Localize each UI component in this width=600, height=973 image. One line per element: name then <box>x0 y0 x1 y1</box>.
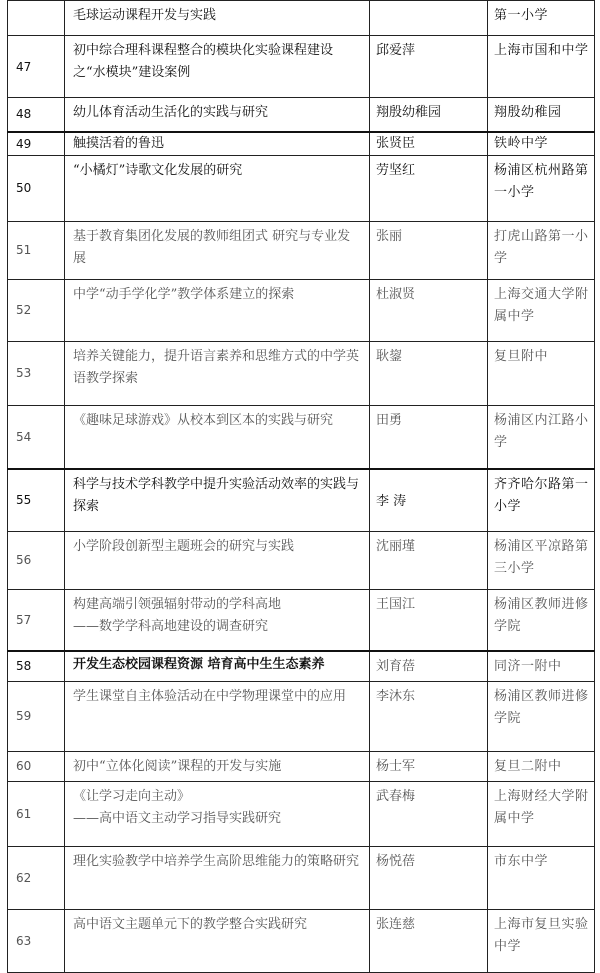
row-number: 49 <box>8 132 65 156</box>
table-row <box>8 846 595 909</box>
person-name: 耿鋆 <box>370 341 488 405</box>
row-number: 59 <box>8 681 65 751</box>
project-title: 学生课堂自主体验活动在中学物理课堂中的应用 <box>65 681 370 751</box>
table-row <box>8 469 595 531</box>
table-row <box>8 132 595 156</box>
row-number: 54 <box>8 405 65 469</box>
table-row <box>8 589 595 651</box>
row-number: 55 <box>8 469 65 531</box>
project-title: 中学“动手学化学”教学体系建立的探索 <box>65 279 370 341</box>
row-number: 58 <box>8 651 65 681</box>
row-number <box>8 1 65 36</box>
project-title: 高中语文主题单元下的教学整合实践研究 <box>65 909 370 972</box>
row-number: 56 <box>8 531 65 589</box>
school-name: 杨浦区教师进修学院 <box>488 589 595 651</box>
table-row <box>8 909 595 972</box>
table-row <box>8 751 595 781</box>
school-name: 市东中学 <box>488 846 595 909</box>
project-title-cell <box>65 781 370 846</box>
person-name: 邱爱萍 <box>370 36 488 98</box>
table-row <box>8 531 595 589</box>
table-row <box>8 681 595 751</box>
row-number: 57 <box>8 589 65 651</box>
school-name: 杨浦区教师进修学院 <box>488 681 595 751</box>
row-number: 50 <box>8 155 65 221</box>
table-row <box>8 341 595 405</box>
table-row <box>8 279 595 341</box>
project-title: 培养关键能力，提升语言素养和思维方式的中学英语教学探索 <box>65 341 370 405</box>
school-name: 上海交通大学附属中学 <box>488 279 595 341</box>
school-name: 翔殷幼稚园 <box>488 98 595 132</box>
school-name: 同济一附中 <box>488 651 595 681</box>
person-name: 张连慈 <box>370 909 488 972</box>
project-title: 毛球运动课程开发与实践 <box>65 1 370 36</box>
project-title: 科学与技术学科教学中提升实验活动效率的实践与探索 <box>65 469 370 531</box>
table-row <box>8 155 595 221</box>
person-name: 杨士军 <box>370 751 488 781</box>
table-row <box>8 98 595 132</box>
person-name: 刘育蓓 <box>370 651 488 681</box>
row-number: 61 <box>8 781 65 846</box>
project-title-cell <box>65 589 370 651</box>
row-number: 48 <box>8 98 65 132</box>
person-name: 杜淑贤 <box>370 279 488 341</box>
project-title: 初中综合理科课程整合的模块化实验课程建设之“水模块”建设案例 <box>65 36 370 98</box>
person-name: 张丽 <box>370 221 488 279</box>
project-subtitle: ——数学学科高地建设的调查研究 <box>73 618 269 634</box>
person-name: 杨悦蓓 <box>370 846 488 909</box>
project-title: 小学阶段创新型主题班会的研究与实践 <box>65 531 370 589</box>
results-table <box>7 0 595 973</box>
person-name: 李 涛 <box>370 469 488 531</box>
project-title: 幼儿体育活动生活化的实践与研究 <box>65 98 370 132</box>
school-name: 铁岭中学 <box>488 132 595 156</box>
school-name: 上海市国和中学 <box>488 36 595 98</box>
table-row <box>8 36 595 98</box>
project-title: “小橘灯”诗歌文化发展的研究 <box>65 155 370 221</box>
table-row <box>8 781 595 846</box>
row-number: 52 <box>8 279 65 341</box>
row-number: 47 <box>8 36 65 98</box>
table-row <box>8 405 595 469</box>
table-row <box>8 651 595 681</box>
school-name: 打虎山路第一小学 <box>488 221 595 279</box>
person-name: 劳坚红 <box>370 155 488 221</box>
school-name: 复旦二附中 <box>488 751 595 781</box>
project-title: 《让学习走向主动》 <box>73 788 191 804</box>
school-name: 杨浦区内江路小学 <box>488 405 595 469</box>
school-name: 第一小学 <box>488 1 595 36</box>
person-name: 李沐东 <box>370 681 488 751</box>
row-number: 53 <box>8 341 65 405</box>
row-number: 62 <box>8 846 65 909</box>
project-title: 构建高端引领强辐射带动的学科高地 <box>73 596 282 612</box>
row-number: 63 <box>8 909 65 972</box>
project-title: 基于教育集团化发展的教师组团式 研究与专业发展 <box>65 221 370 279</box>
table-row <box>8 1 595 36</box>
person-name: 武春梅 <box>370 781 488 846</box>
project-title: 开发生态校园课程资源 培育高中生生态素养 <box>65 651 370 681</box>
person-name: 田勇 <box>370 405 488 469</box>
school-name: 上海市复旦实验中学 <box>488 909 595 972</box>
table-row <box>8 221 595 279</box>
school-name: 杨浦区杭州路第一小学 <box>488 155 595 221</box>
person-name <box>370 1 488 36</box>
project-title: 《趣味足球游戏》从校本到区本的实践与研究 <box>65 405 370 469</box>
school-name: 上海财经大学附属中学 <box>488 781 595 846</box>
school-name: 齐齐哈尔路第一小学 <box>488 469 595 531</box>
row-number: 51 <box>8 221 65 279</box>
person-name: 张贤臣 <box>370 132 488 156</box>
project-title: 理化实验教学中培养学生高阶思维能力的策略研究 <box>65 846 370 909</box>
school-name: 复旦附中 <box>488 341 595 405</box>
school-name: 杨浦区平凉路第三小学 <box>488 531 595 589</box>
person-name: 翔殷幼稚园 <box>370 98 488 132</box>
project-title: 初中“立体化阅读”课程的开发与实施 <box>65 751 370 781</box>
row-number: 60 <box>8 751 65 781</box>
person-name: 王国江 <box>370 589 488 651</box>
person-name: 沈丽瑾 <box>370 531 488 589</box>
project-title: 触摸活着的鲁迅 <box>65 132 370 156</box>
project-subtitle: ——高中语文主动学习指导实践研究 <box>73 810 282 826</box>
